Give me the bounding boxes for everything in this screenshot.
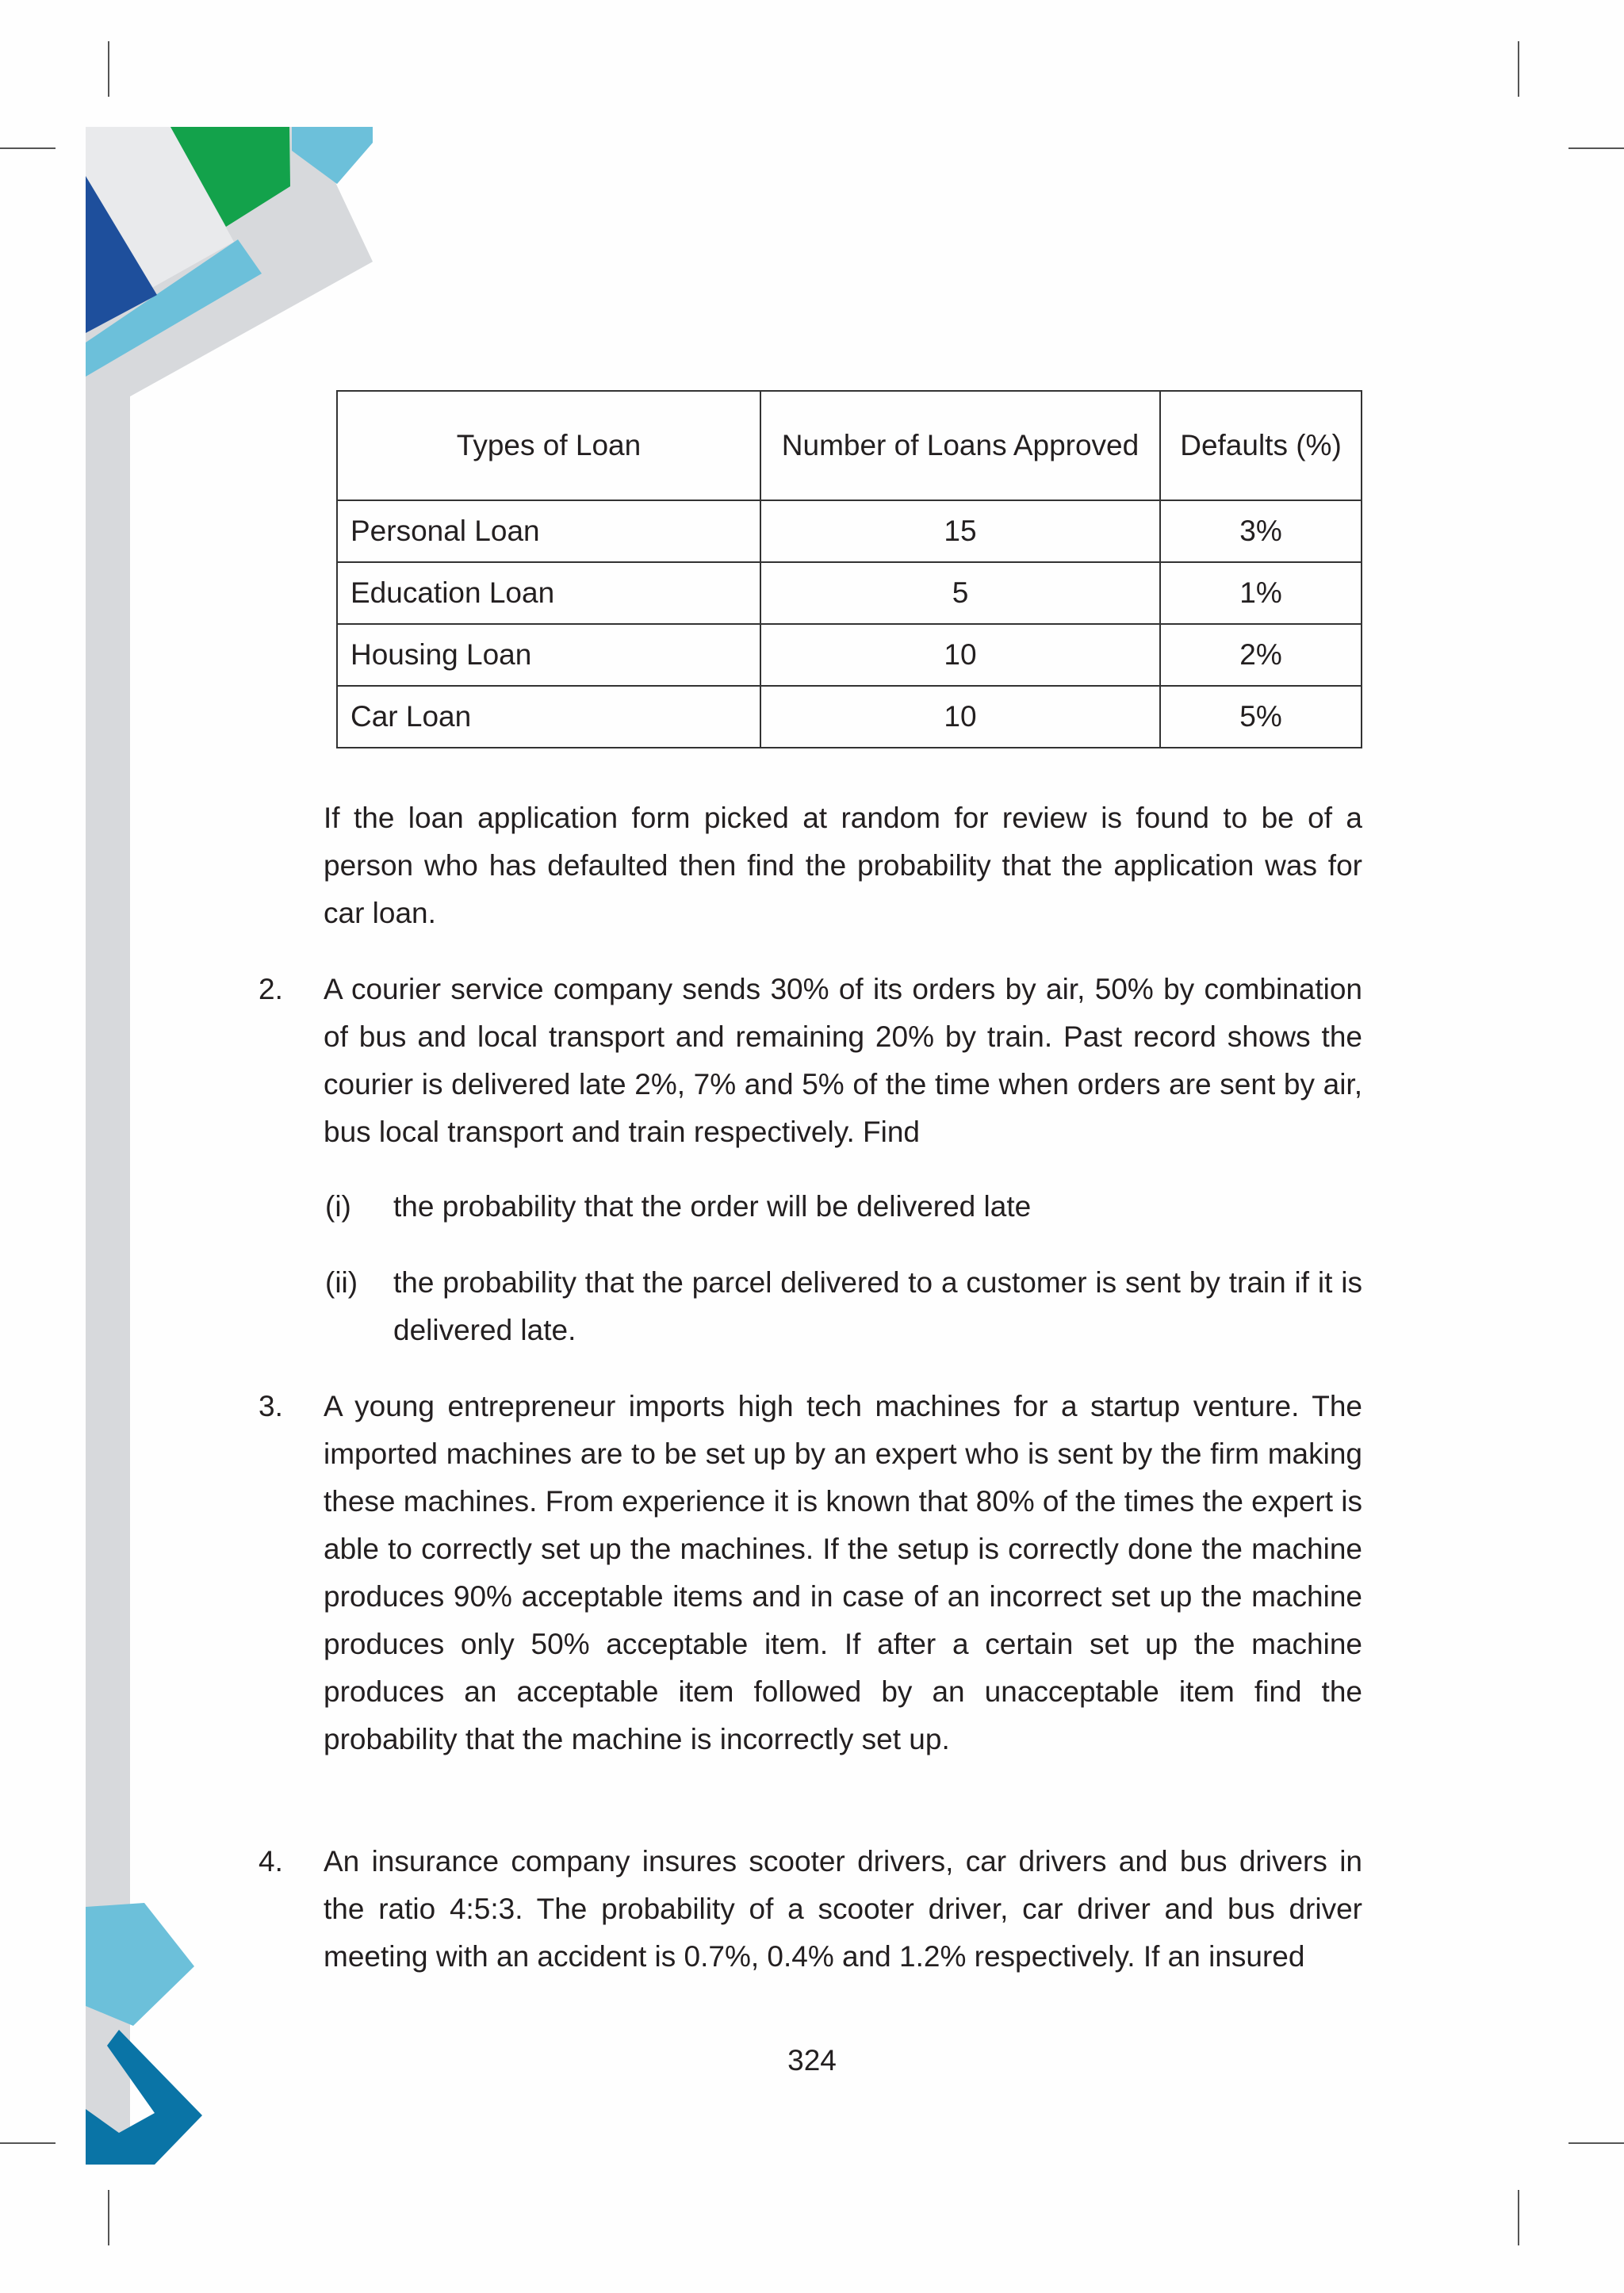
header-number-of-loans: Number of Loans Approved bbox=[760, 391, 1160, 500]
crop-mark bbox=[108, 2190, 109, 2245]
crop-mark bbox=[1568, 2142, 1624, 2144]
crop-mark bbox=[108, 41, 109, 97]
q3-number: 3. bbox=[259, 1390, 283, 1422]
q2-part-i-text: the probability that the order will be delivered late bbox=[393, 1190, 1032, 1223]
loan-type: Housing Loan bbox=[337, 624, 760, 686]
q4-text: An insurance company insures scooter drivers, car drivers and bus drivers in the ratio 4:5:3. The probability of a scooter driver, car driver and bus driver meeting with an accident is 0.7%, 0.4% and 1.2% respectively. If an insured bbox=[324, 1845, 1362, 1973]
loan-count: 10 bbox=[760, 624, 1160, 686]
q2-part-ii-label: (ii) bbox=[325, 1266, 358, 1299]
q2-part-ii-text: the probability that the parcel delivered to a customer is sent by train if it is delivered late. bbox=[393, 1266, 1362, 1346]
crop-mark bbox=[1518, 41, 1519, 97]
crop-mark bbox=[1568, 147, 1624, 149]
table-row bbox=[337, 500, 1362, 562]
loan-count: 15 bbox=[760, 500, 1160, 562]
table-row bbox=[337, 686, 1362, 748]
q1-continuation-text: If the loan application form picked at random for review is found to be of a person who has defaulted then find the probability that the application was for car loan. bbox=[324, 802, 1362, 929]
q2-text: A courier service company sends 30% of its orders by air, 50% by combination of bus and local transport and remaining 20% by train. Past record shows the courier is delivered late 2%, 7% and 5% of the time when orders are sent by air, bus local transport and train respectively. Find bbox=[324, 973, 1362, 1148]
diamond-light-blue bbox=[86, 1903, 194, 2026]
q3-text: A young entrepreneur imports high tech machines for a startup venture. The imported machines are to be set up by an expert who is sent by the firm making these machines. From experience it is known that 80% of the times the expert is able to correctly set up the machines. If the setup is correctly done the machine produces 90% acceptable items and in case of an incorrect set up the machine produces only 50% acceptable item. If after a certain set up the machine produces an acceptable item followed by an unacceptable item find the probability that the machine is incorrectly set up. bbox=[324, 1390, 1363, 1755]
loan-type: Car Loan bbox=[337, 686, 760, 748]
loan-type: Education Loan bbox=[337, 562, 760, 624]
header-defaults: Defaults (%) bbox=[1160, 391, 1362, 500]
loan-defaults: 5% bbox=[1160, 686, 1362, 748]
table-header-row bbox=[337, 391, 1362, 500]
crop-mark bbox=[0, 2142, 56, 2144]
table-row bbox=[337, 624, 1362, 686]
page-number: 324 bbox=[787, 2044, 837, 2077]
table-row bbox=[337, 562, 1362, 624]
q2-number: 2. bbox=[259, 973, 283, 1005]
loan-defaults: 1% bbox=[1160, 562, 1362, 624]
loan-defaults: 2% bbox=[1160, 624, 1362, 686]
loan-type: Personal Loan bbox=[337, 500, 760, 562]
crop-mark bbox=[1518, 2190, 1519, 2245]
header-types-of-loan: Types of Loan bbox=[337, 391, 760, 500]
loans-table bbox=[336, 390, 1362, 748]
q4-number: 4. bbox=[259, 1845, 283, 1878]
loan-defaults: 3% bbox=[1160, 500, 1362, 562]
left-margin-strip bbox=[86, 127, 130, 2165]
loan-count: 5 bbox=[760, 562, 1160, 624]
q2-part-i-label: (i) bbox=[325, 1190, 351, 1223]
loan-count: 10 bbox=[760, 686, 1160, 748]
crop-mark bbox=[0, 147, 56, 149]
